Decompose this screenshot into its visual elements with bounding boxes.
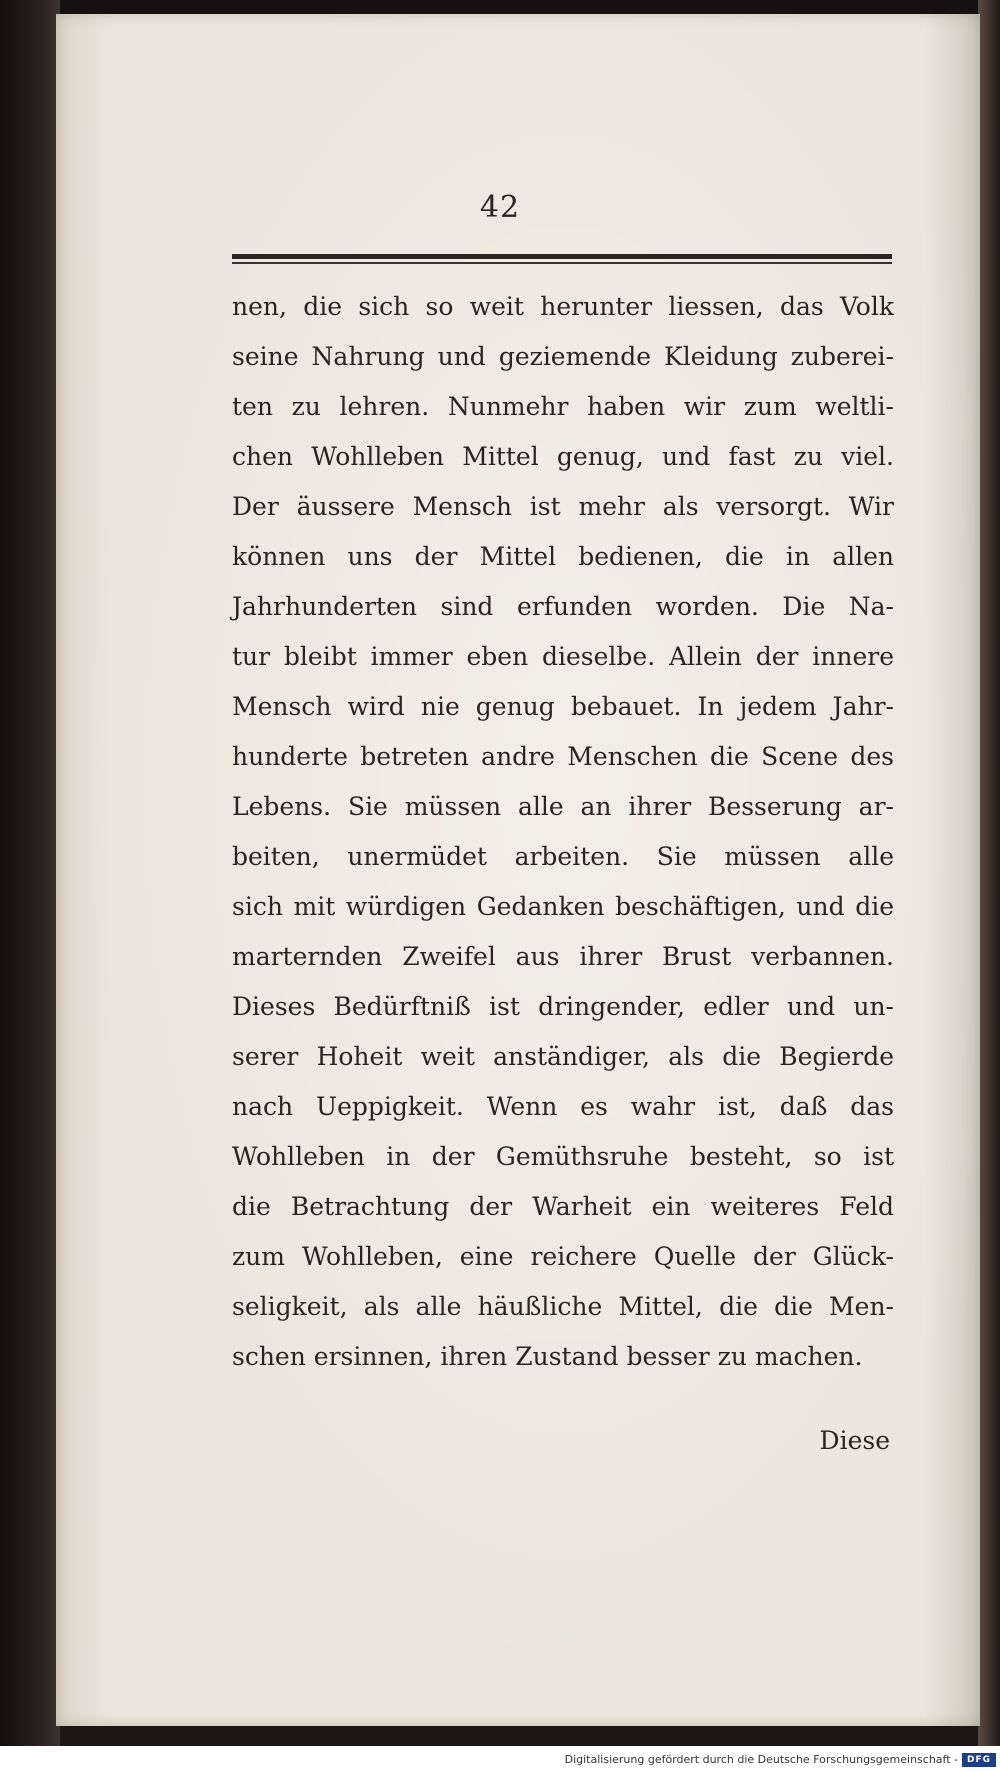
book-fore-edge [978, 0, 1000, 1746]
digitization-footer [0, 1752, 1000, 1771]
catchword: Diese [819, 1426, 890, 1455]
page-number: 42 [479, 190, 521, 225]
text-line: können uns der Mittel bedienen, die in allen [232, 542, 894, 571]
text-line: seligkeit, als alle häußliche Mittel, die die Men- [232, 1292, 894, 1321]
text-line: tur bleibt immer eben dieselbe. Allein der innere [232, 642, 894, 671]
text-line: marternden Zweifel aus ihrer Brust verbannen. [232, 942, 894, 971]
body-text [232, 282, 894, 1382]
text-line: serer Hoheit weit anständiger, als die Begierde [232, 1042, 894, 1071]
header-rule-thin [232, 262, 892, 264]
text-line: nen, die sich so weit herunter liessen, das Volk [232, 292, 894, 321]
text-line: sich mit würdigen Gedanken beschäftigen, und die [232, 892, 894, 921]
scan-left-margin [0, 0, 60, 1746]
text-line: hunderte betreten andre Menschen die Scene des [232, 742, 894, 771]
text-line: nach Ueppigkeit. Wenn es wahr ist, daß das [232, 1092, 894, 1121]
text-line-last: schen ersinnen, ihren Zustand besser zu machen. [232, 1342, 863, 1371]
text-line: chen Wohlleben Mittel genug, und fast zu viel. [232, 442, 894, 471]
text-line: die Betrachtung der Warheit ein weiteres Feld [232, 1192, 894, 1221]
text-line: Lebens. Sie müssen alle an ihrer Besserung ar- [232, 792, 894, 821]
text-line: zum Wohlleben, eine reichere Quelle der Glück- [232, 1242, 894, 1271]
footer-credit: Digitalisierung gefördert durch die Deutsche Forschungsgemeinschaft - [564, 1753, 958, 1766]
text-line: seine Nahrung und geziemende Kleidung zuberei- [232, 342, 894, 371]
header-rule-thick [232, 254, 892, 259]
text-line: Der äussere Mensch ist mehr als versorgt. Wir [232, 492, 894, 521]
text-line: Dieses Bedürftniß ist dringender, edler und un- [232, 992, 894, 1021]
text-line: Mensch wird nie genug bebauet. In jedem Jahr- [232, 692, 894, 721]
text-line: ten zu lehren. Nunmehr haben wir zum weltli- [232, 392, 894, 421]
text-line: beiten, unermüdet arbeiten. Sie müssen alle [232, 842, 894, 871]
text-line: Wohlleben in der Gemüthsruhe besteht, so ist [232, 1142, 894, 1171]
dfg-logo-icon: DFG [962, 1753, 996, 1767]
header-rule [232, 254, 892, 268]
text-line: Jahrhunderten sind erfunden worden. Die Na- [232, 592, 894, 621]
